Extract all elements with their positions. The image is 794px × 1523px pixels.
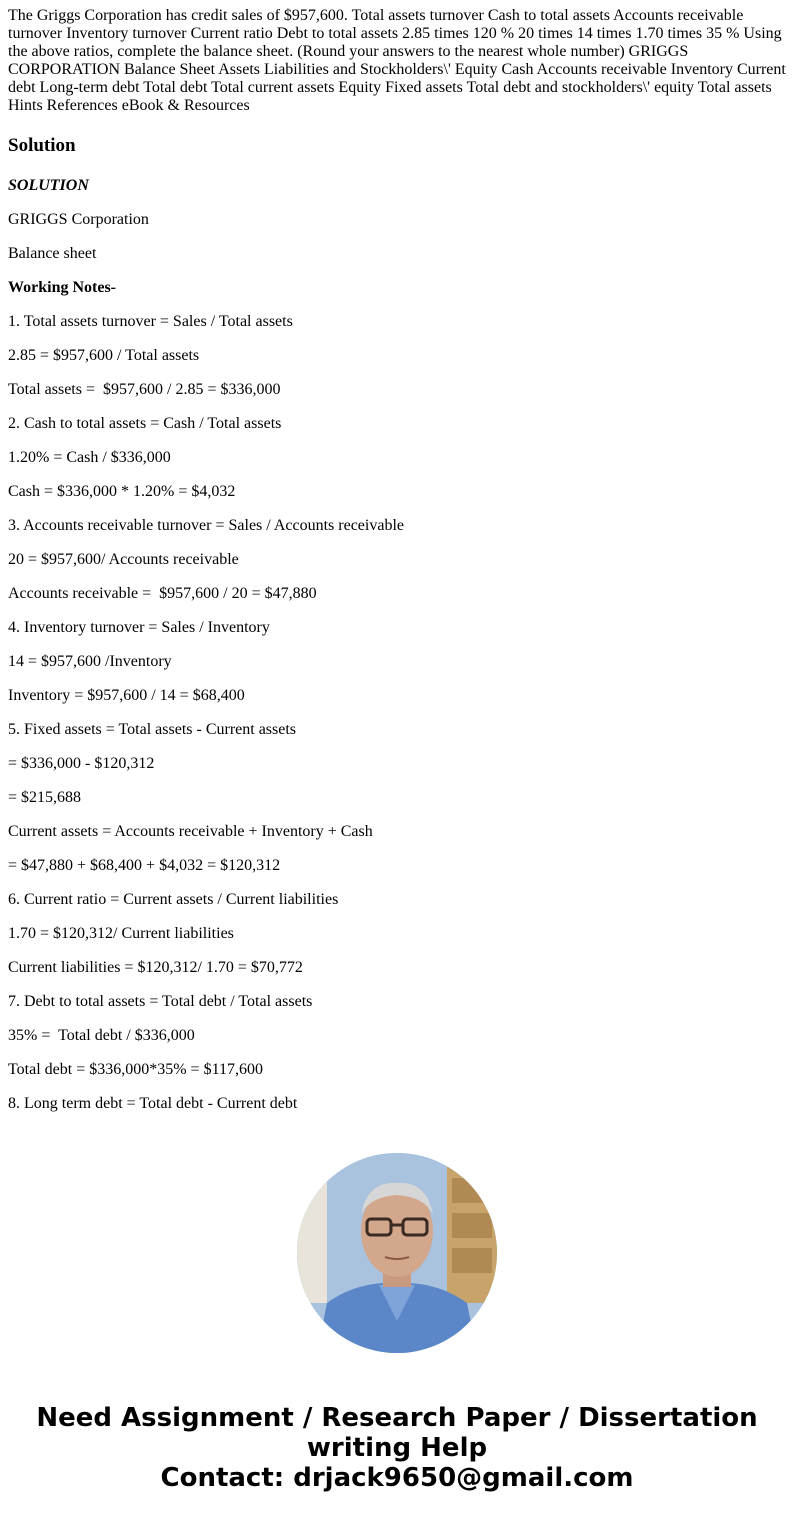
working-line: 1. Total assets turnover = Sales / Total assets: [8, 313, 293, 330]
working-line: 2. Cash to total assets = Cash / Total assets: [8, 415, 282, 432]
working-line: 35% = Total debt / $336,000: [8, 1027, 195, 1044]
working-line: 1.70 = $120,312/ Current liabilities: [8, 925, 234, 942]
solution-label: SOLUTION: [8, 177, 89, 194]
working-line: 14 = $957,600 /Inventory: [8, 653, 172, 670]
working-line: Total assets = $957,600 / 2.85 = $336,000: [8, 381, 281, 398]
working-line: 4. Inventory turnover = Sales / Inventory: [8, 619, 270, 636]
statement-name: Balance sheet: [8, 245, 97, 262]
working-line: Accounts receivable = $957,600 / 20 = $47,880: [8, 585, 317, 602]
question-text: The Griggs Corporation has credit sales of $957,600. Total assets turnover Cash to total assets Accounts receivable turnover Inventory turnover Current ratio Debt to total assets 2.85 times 120 % 20 times 14 times 1.70 times 35 % Using the above ratios, complete the balance sheet. (Round your answers to the nearest whole number) GRIGGS CORPORATION Balance Sheet Assets Liabilities and Stockholders\' Equity Cash Accounts receivable Inventory Current debt Long-term debt Total debt Total current assets Equity Fixed assets Total debt and stockholders\' equity Total assets Hints References eBook & Resources: [8, 7, 786, 114]
working-line: = $336,000 - $120,312: [8, 755, 155, 772]
working-line: 3. Accounts receivable turnover = Sales / Accounts receivable: [8, 517, 404, 534]
promo-contact: Contact: drjack9650@gmail.com: [160, 1463, 634, 1493]
working-line: 20 = $957,600/ Accounts receivable: [8, 551, 239, 568]
avatar: [297, 1153, 497, 1353]
promo-banner: [0, 1403, 794, 1493]
working-line: 8. Long term debt = Total debt - Current debt: [8, 1095, 298, 1112]
working-line: 2.85 = $957,600 / Total assets: [8, 347, 200, 364]
working-line: Total debt = $336,000*35% = $117,600: [8, 1061, 263, 1078]
working-line: 6. Current ratio = Current assets / Current liabilities: [8, 891, 339, 908]
author-portrait-icon: [297, 1153, 497, 1353]
working-line: Inventory = $957,600 / 14 = $68,400: [8, 687, 245, 704]
solution-body: [8, 177, 790, 1113]
company-name: GRIGGS Corporation: [8, 211, 149, 228]
promo-line: writing Help: [306, 1433, 488, 1463]
working-notes-label: Working Notes-: [8, 279, 116, 296]
solution-heading: Solution: [8, 135, 76, 156]
promo-line: Need Assignment / Research Paper / Dissertation: [36, 1403, 758, 1433]
working-line: 7. Debt to total assets = Total debt / Total assets: [8, 993, 313, 1010]
working-line: Current liabilities = $120,312/ 1.70 = $70,772: [8, 959, 303, 976]
working-line: Current assets = Accounts receivable + Inventory + Cash: [8, 823, 373, 840]
working-line: 5. Fixed assets = Total assets - Current assets: [8, 721, 297, 738]
document-content: [8, 0, 790, 1113]
working-line: = $47,880 + $68,400 + $4,032 = $120,312: [8, 857, 281, 874]
working-line: Cash = $336,000 * 1.20% = $4,032: [8, 483, 236, 500]
working-line: = $215,688: [8, 789, 82, 806]
working-line: 1.20% = Cash / $336,000: [8, 449, 171, 466]
